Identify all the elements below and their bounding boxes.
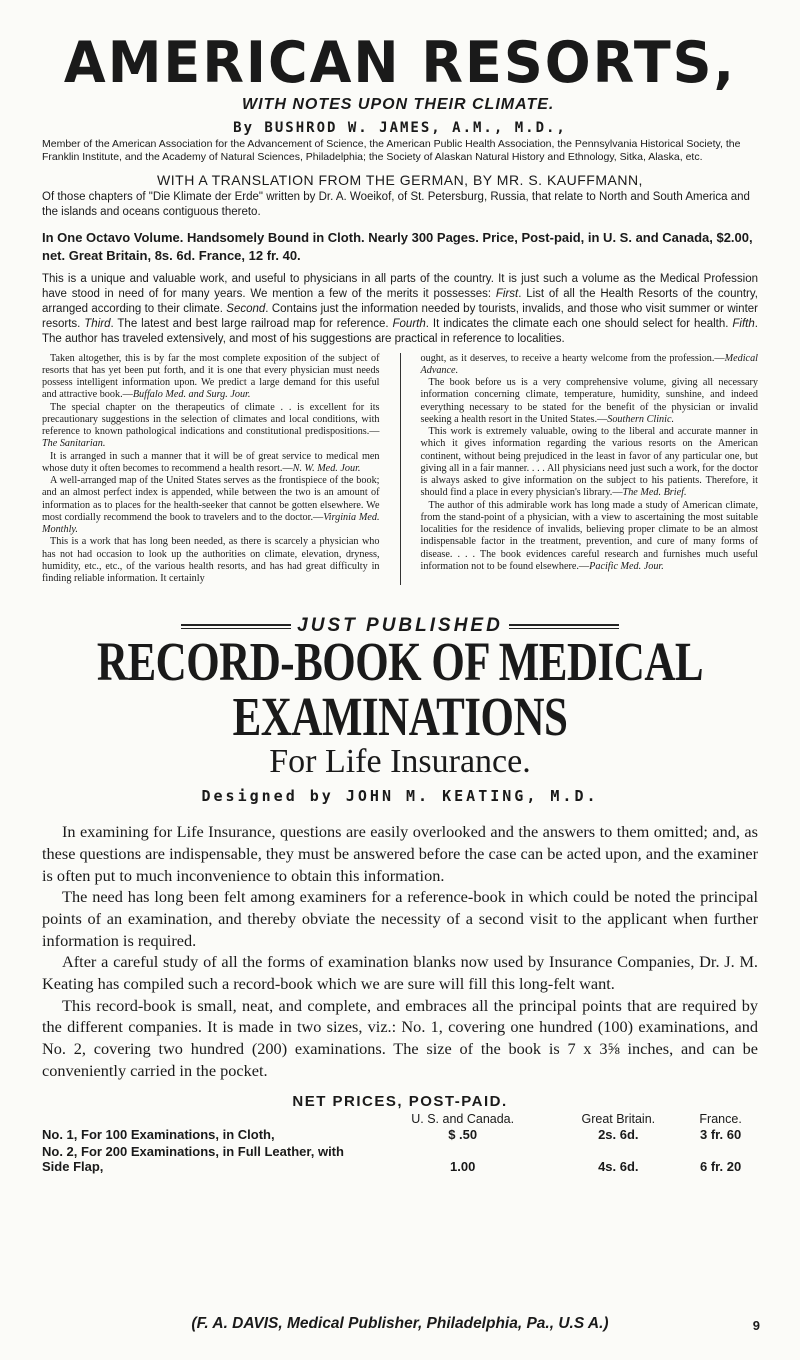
intro-label: Fourth [392,317,426,330]
price-us: 1.00 [450,1159,476,1175]
reviews-section [42,353,758,585]
review-source: Southern Clinic. [607,413,675,425]
body-paragraph: This record-book is small, neat, and complete, and embraces all the principal points that are required by the different companies. It is made in two sizes, viz.: No. 1, covering one hundred (100) examinations, and No. 2, covering two hundred (200) examinations. The size of the book is 7 x 3⅝ inches, and can be conveniently carried in the pocket. [42,995,758,1080]
banner-rule-left [181,624,291,629]
intro-label: Third [84,317,111,330]
intro-label: Fifth [732,317,755,330]
review-text: The special chapter on the therapeutics of climate . . is excellent for its precautionary suggestions in the selection of climates and local conditions, with reference to known pathological indications and constitutional predispositions.— [42,401,380,438]
intro-text: This is a unique and valuable work, and useful to physicians in all parts of the country. It is just such a volume as the Medical Profession have stood in need of for many years. We mention a few of the merits it possesses: [42,273,758,301]
book-title: AMERICAN RESORTS, [63,29,737,96]
price-row [42,1126,758,1143]
body-paragraph: The need has long been felt among examiners for a reference-book in which could be noted the principal points of an examination, and thereby obviate the necessity of a second visit to the applicant when further information is required. [42,887,758,950]
designed-by-line: Designed by JOHN M. KEATING, M.D. [201,787,599,806]
review-source: Medical Advance. [420,352,758,377]
review-item [42,353,380,402]
review-item [42,451,380,475]
review-item [421,377,759,426]
price-table-header [42,1112,758,1126]
reviews-right-column [421,353,759,585]
review-text: This work is extremely valuable, owing to the liberal and accurate manner in which it gives information regarding the various resorts on the American continent, without being prejudiced in the least in favor of any particular one, but giving all in a fair manner. . . . All physicians need just such a work, for the doctor is always asked to give information on the subject to his patients. Therefore, it should find a place in every physician's library.— [420,426,758,499]
price-row [42,1143,758,1175]
review-source: Buffalo Med. and Surg. Jour. [132,389,251,401]
intro-label: Second [226,302,266,315]
intro-label: First [495,288,519,301]
review-source: The Med. Brief. [622,487,687,499]
review-item [42,402,380,451]
intro-text: . List of all the Health Resorts of the country, arranged according to their climate. [42,288,758,315]
banner-text: JUST PUBLISHED [297,615,503,637]
page-number: 9 [752,1318,760,1333]
column-divider [400,353,401,585]
review-item [421,353,759,377]
review-text: This is a work that has long been needed, as there is scarcely a physician who has not had occasion to look up the authorities on climate, elevation, dryness, humidity, etc., etc., of the various health resorts, and has had great difficulty in finding reliable information. It certainly [42,536,380,584]
intro-text: . It indicates the climate each one should select for health. [425,317,733,330]
volume-price-info: In One Octavo Volume. Handsomely Bound in Cloth. Nearly 300 Pages. Price, Post-paid, in U. S. and Canada, $2.00, net. Great Britain, 8s. 6d. France, 12 fr. 40. [42,230,753,263]
author-credentials: Member of the American Association for the Advancement of Science, the American Public Health Association, the Pennsylvania Historical Society, the Franklin Institute, and the Academy of Natural Sciences, Philadelphia; the Society of Alaskan Natural History and Ethnology, Sitka, Alaska, etc. [42,138,741,164]
price-col-us: U. S. and Canada. [411,1112,515,1127]
review-source: N. W. Med. Jour. [292,462,361,474]
book-subtitle: WITH NOTES UPON THEIR CLIMATE. [242,96,555,113]
translation-heading: WITH A TRANSLATION FROM THE GERMAN, BY MR. S. KAUFFMANN, [157,172,643,189]
prices-heading: NET PRICES, POST-PAID. [292,1093,508,1111]
author-line: By BUSHROD W. JAMES, A.M., M.D., [233,120,567,136]
price-col-gb: Great Britain. [581,1112,656,1127]
review-text: ought, as it deserves, to receive a hearty welcome from the profession.— [420,352,725,364]
review-item [42,475,380,536]
review-source: Virginia Med. Monthly. [42,511,380,536]
price-gb: 2s. 6d. [598,1127,639,1143]
translation-description: Of those chapters of "Die Klimate der Erde" written by Dr. A. Woeikof, of St. Petersburg, Russia, that relate to North and South America and the islands and oceans contiguous thereto. [42,191,750,218]
record-book-subtitle: For Life Insurance. [269,743,531,781]
body-paragraph: In examining for Life Insurance, questions are easily overlooked and the answers to them omitted; and, as these questions are indispensable, they must be answered before the case can be acted upon, and the examiner is often put to much inconvenience to obtain this information. [42,822,758,885]
review-item [42,536,380,585]
price-fr: 6 fr. 20 [700,1159,742,1175]
reviews-left-column [42,353,380,585]
review-text: The author of this admirable work has long made a study of American climate, from the stand-point of a physician, with a view to ascertaining the most suitable localities for the residence of invalids, believing proper climate to be an almost indispensable factor in the treatment, prevention, and cure of many forms of disease. . . . The book evidences careful research and furnishes much useful information not to be found elsewhere.— [420,499,758,572]
review-text: A well-arranged map of the United States serves as the frontispiece of the book; and an almost perfect index is appended, while between the two is an amount of information as to places for the health-seeker that cannot be gotten elsewhere. We most cordially recommend the book to travelers and to the doctor.— [42,475,380,523]
price-item: No. 2, For 200 Examinations, in Full Leather, with Side Flap, [42,1144,344,1175]
review-source: The Sanitarian. [42,438,106,450]
body-paragraph: After a careful study of all the forms of examination blanks now used by Insurance Companies, Dr. J. M. Keating has compiled such a record-book which we are sure will fill this long-felt want. [42,952,758,993]
price-gb: 4s. 6d. [598,1159,639,1175]
review-text: It is arranged in such a manner that it will be of great service to medical men whose duty it often becomes to recommend a health resort.— [42,450,380,474]
review-item [421,500,759,573]
price-table [42,1112,758,1175]
intro-text: . The author has traveled extensively, and most of his suggestions are practical in reference to localities. [42,317,758,345]
price-fr: 3 fr. 60 [700,1127,742,1143]
review-text: The book before us is a very comprehensive volume, giving all necessary information concerning climate, temperature, humidity, sunshine, and indeed everything necessary to be stated for the benefit of the physician or invalid seeking a health resort in the United States.— [420,377,758,425]
intro-text: . The latest and best large railroad map for reference. [110,317,393,330]
publisher-line: (F. A. DAVIS, Medical Publisher, Philadelphia, Pa., U.S A.) [191,1315,609,1332]
record-book-description [42,821,758,1081]
intro-text: . Contains just the information needed by tourists, invalids, and those who visit summer or winter resorts. [42,302,758,330]
review-item [421,426,759,499]
review-source: Pacific Med. Jour. [589,560,664,572]
price-us: $ .50 [448,1127,478,1143]
price-col-fr: France. [699,1112,742,1127]
review-text: Taken altogether, this is by far the most complete exposition of the subject of resorts that has yet been put forth, and it is one that every physician must needs possess intelligent information upon. We predict a large demand for this useful and attractive book.— [42,352,380,401]
intro-paragraph [42,272,758,347]
price-item: No. 1, For 100 Examinations, in Cloth, [42,1127,275,1143]
record-book-title: RECORD-BOOK OF MEDICAL EXAMINATIONS [96,632,704,748]
banner-rule-right [509,624,619,629]
price-col-item [42,1112,372,1126]
